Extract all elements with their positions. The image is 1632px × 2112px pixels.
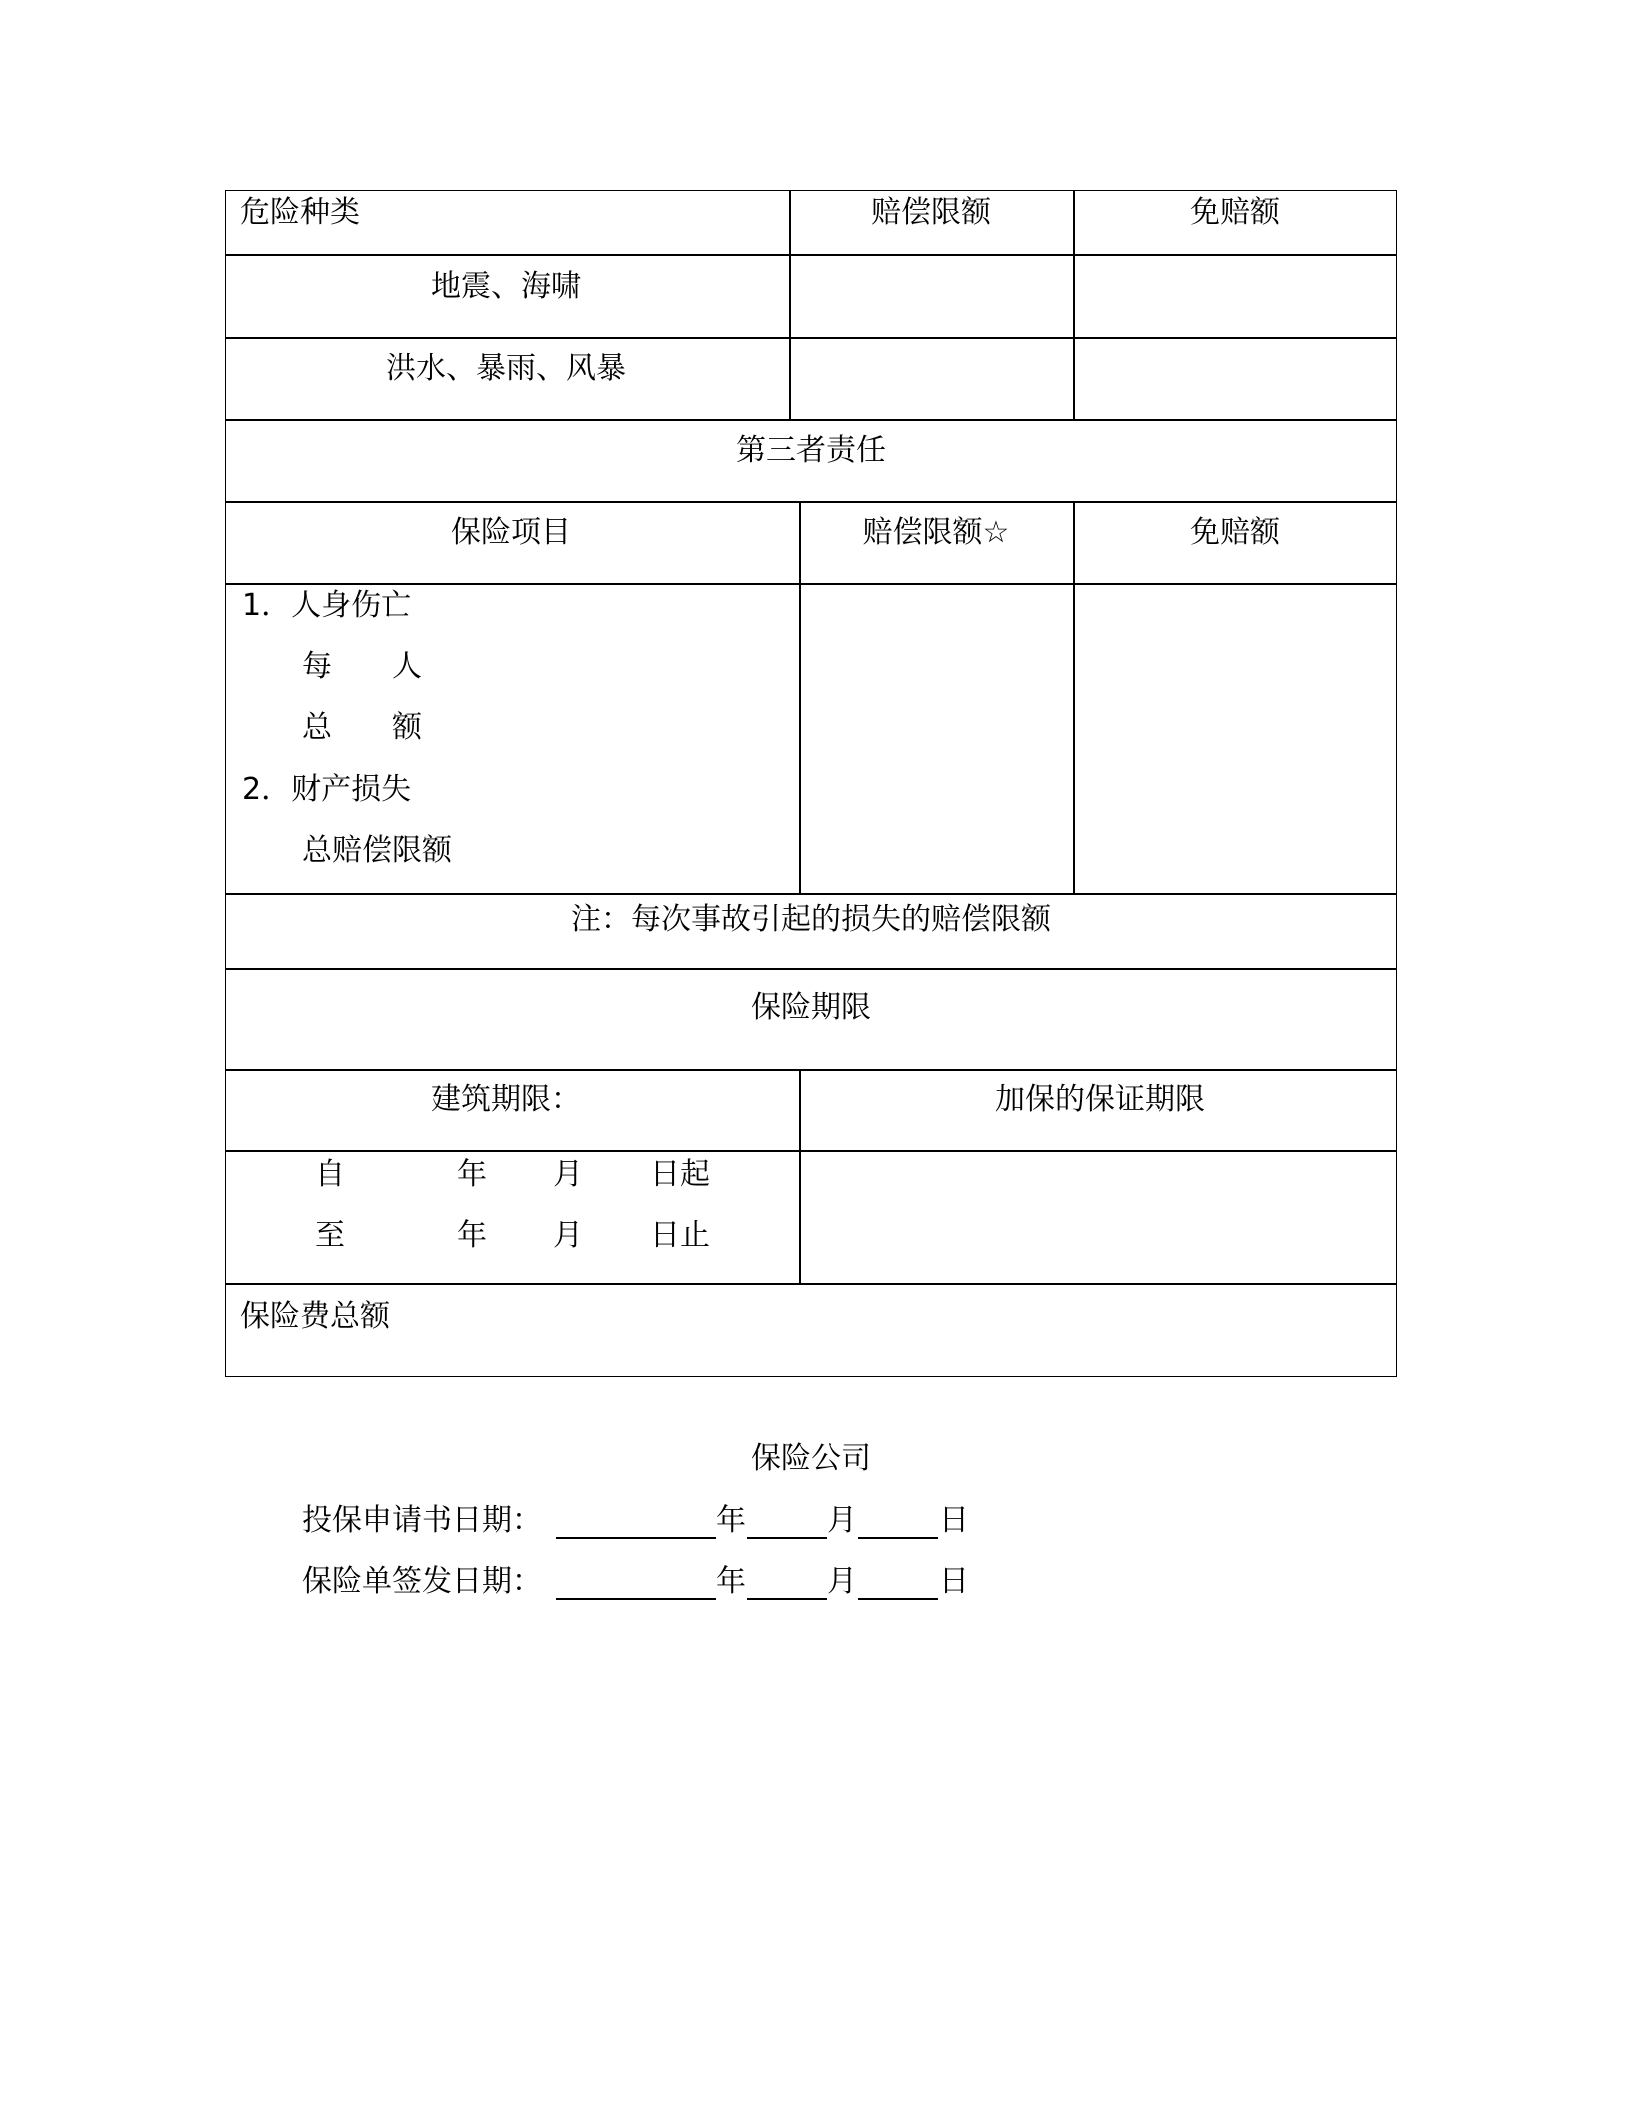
apply-date-year-blank[interactable] — [556, 1537, 716, 1539]
third-party-col-deductible: 免赔额 — [1190, 515, 1280, 550]
row-divider — [225, 501, 1397, 503]
row-divider — [225, 337, 1397, 339]
risk-earthquake: 地震、海啸 — [431, 269, 581, 304]
item-total-limit: 总赔偿限额 — [302, 833, 452, 868]
issue-date-label: 保险单签发日期： — [302, 1564, 542, 1599]
third-party-col-item: 保险项目 — [451, 515, 571, 550]
col-divider — [1073, 501, 1075, 893]
item-property-loss: 2．财产损失 — [242, 772, 412, 807]
period-from-month: 月 — [553, 1157, 583, 1192]
insurance-company: 保险公司 — [751, 1441, 871, 1476]
third-party-col-limit: 赔偿限额☆ — [862, 515, 1010, 550]
issue-date-month-blank[interactable] — [747, 1598, 827, 1600]
premium-total-label: 保险费总额 — [240, 1299, 390, 1334]
period-title: 保险期限 — [751, 990, 871, 1025]
third-party-note: 注：每次事故引起的损失的赔偿限额 — [571, 902, 1051, 937]
col-divider — [799, 501, 801, 893]
issue-date-day: 日 — [939, 1564, 969, 1599]
row-divider — [225, 419, 1397, 421]
issue-date-month: 月 — [827, 1564, 857, 1599]
apply-date-label: 投保申请书日期： — [302, 1503, 542, 1538]
apply-date-day-blank[interactable] — [858, 1537, 938, 1539]
row-divider — [225, 968, 1397, 970]
row-divider — [225, 893, 1397, 895]
apply-date-month: 月 — [827, 1503, 857, 1538]
period-from-year: 年 — [457, 1157, 487, 1192]
issue-date-year-blank[interactable] — [556, 1598, 716, 1600]
apply-date-month-blank[interactable] — [747, 1537, 827, 1539]
warranty-period-label: 加保的保证期限 — [995, 1082, 1205, 1117]
period-to-year: 年 — [457, 1218, 487, 1253]
col-divider — [799, 1069, 801, 1283]
period-to-label: 至 — [315, 1218, 345, 1253]
issue-date-day-blank[interactable] — [858, 1598, 938, 1600]
third-party-title: 第三者责任 — [736, 433, 886, 468]
header-limit: 赔偿限额 — [871, 195, 991, 230]
row-divider — [225, 254, 1397, 256]
issue-date-year: 年 — [716, 1564, 746, 1599]
period-from-label: 自 — [315, 1157, 345, 1192]
item-personal-injury: 1．人身伤亡 — [242, 588, 412, 623]
row-divider — [225, 583, 1397, 585]
period-to-month: 月 — [553, 1218, 583, 1253]
row-divider — [225, 1150, 1397, 1152]
col-divider — [1073, 190, 1075, 419]
apply-date-day: 日 — [939, 1503, 969, 1538]
item-per-person: 每 人 — [302, 649, 422, 684]
col-divider — [789, 190, 791, 419]
risk-flood: 洪水、暴雨、风暴 — [386, 351, 626, 386]
period-to-day: 日止 — [650, 1218, 710, 1253]
header-deductible: 免赔额 — [1190, 195, 1280, 230]
apply-date-year: 年 — [716, 1503, 746, 1538]
item-total: 总 额 — [302, 710, 422, 745]
header-risk-type: 危险种类 — [240, 195, 360, 230]
row-divider — [225, 1283, 1397, 1285]
construction-period-label: 建筑期限： — [431, 1082, 581, 1117]
period-from-day: 日起 — [650, 1157, 710, 1192]
row-divider — [225, 1069, 1397, 1071]
